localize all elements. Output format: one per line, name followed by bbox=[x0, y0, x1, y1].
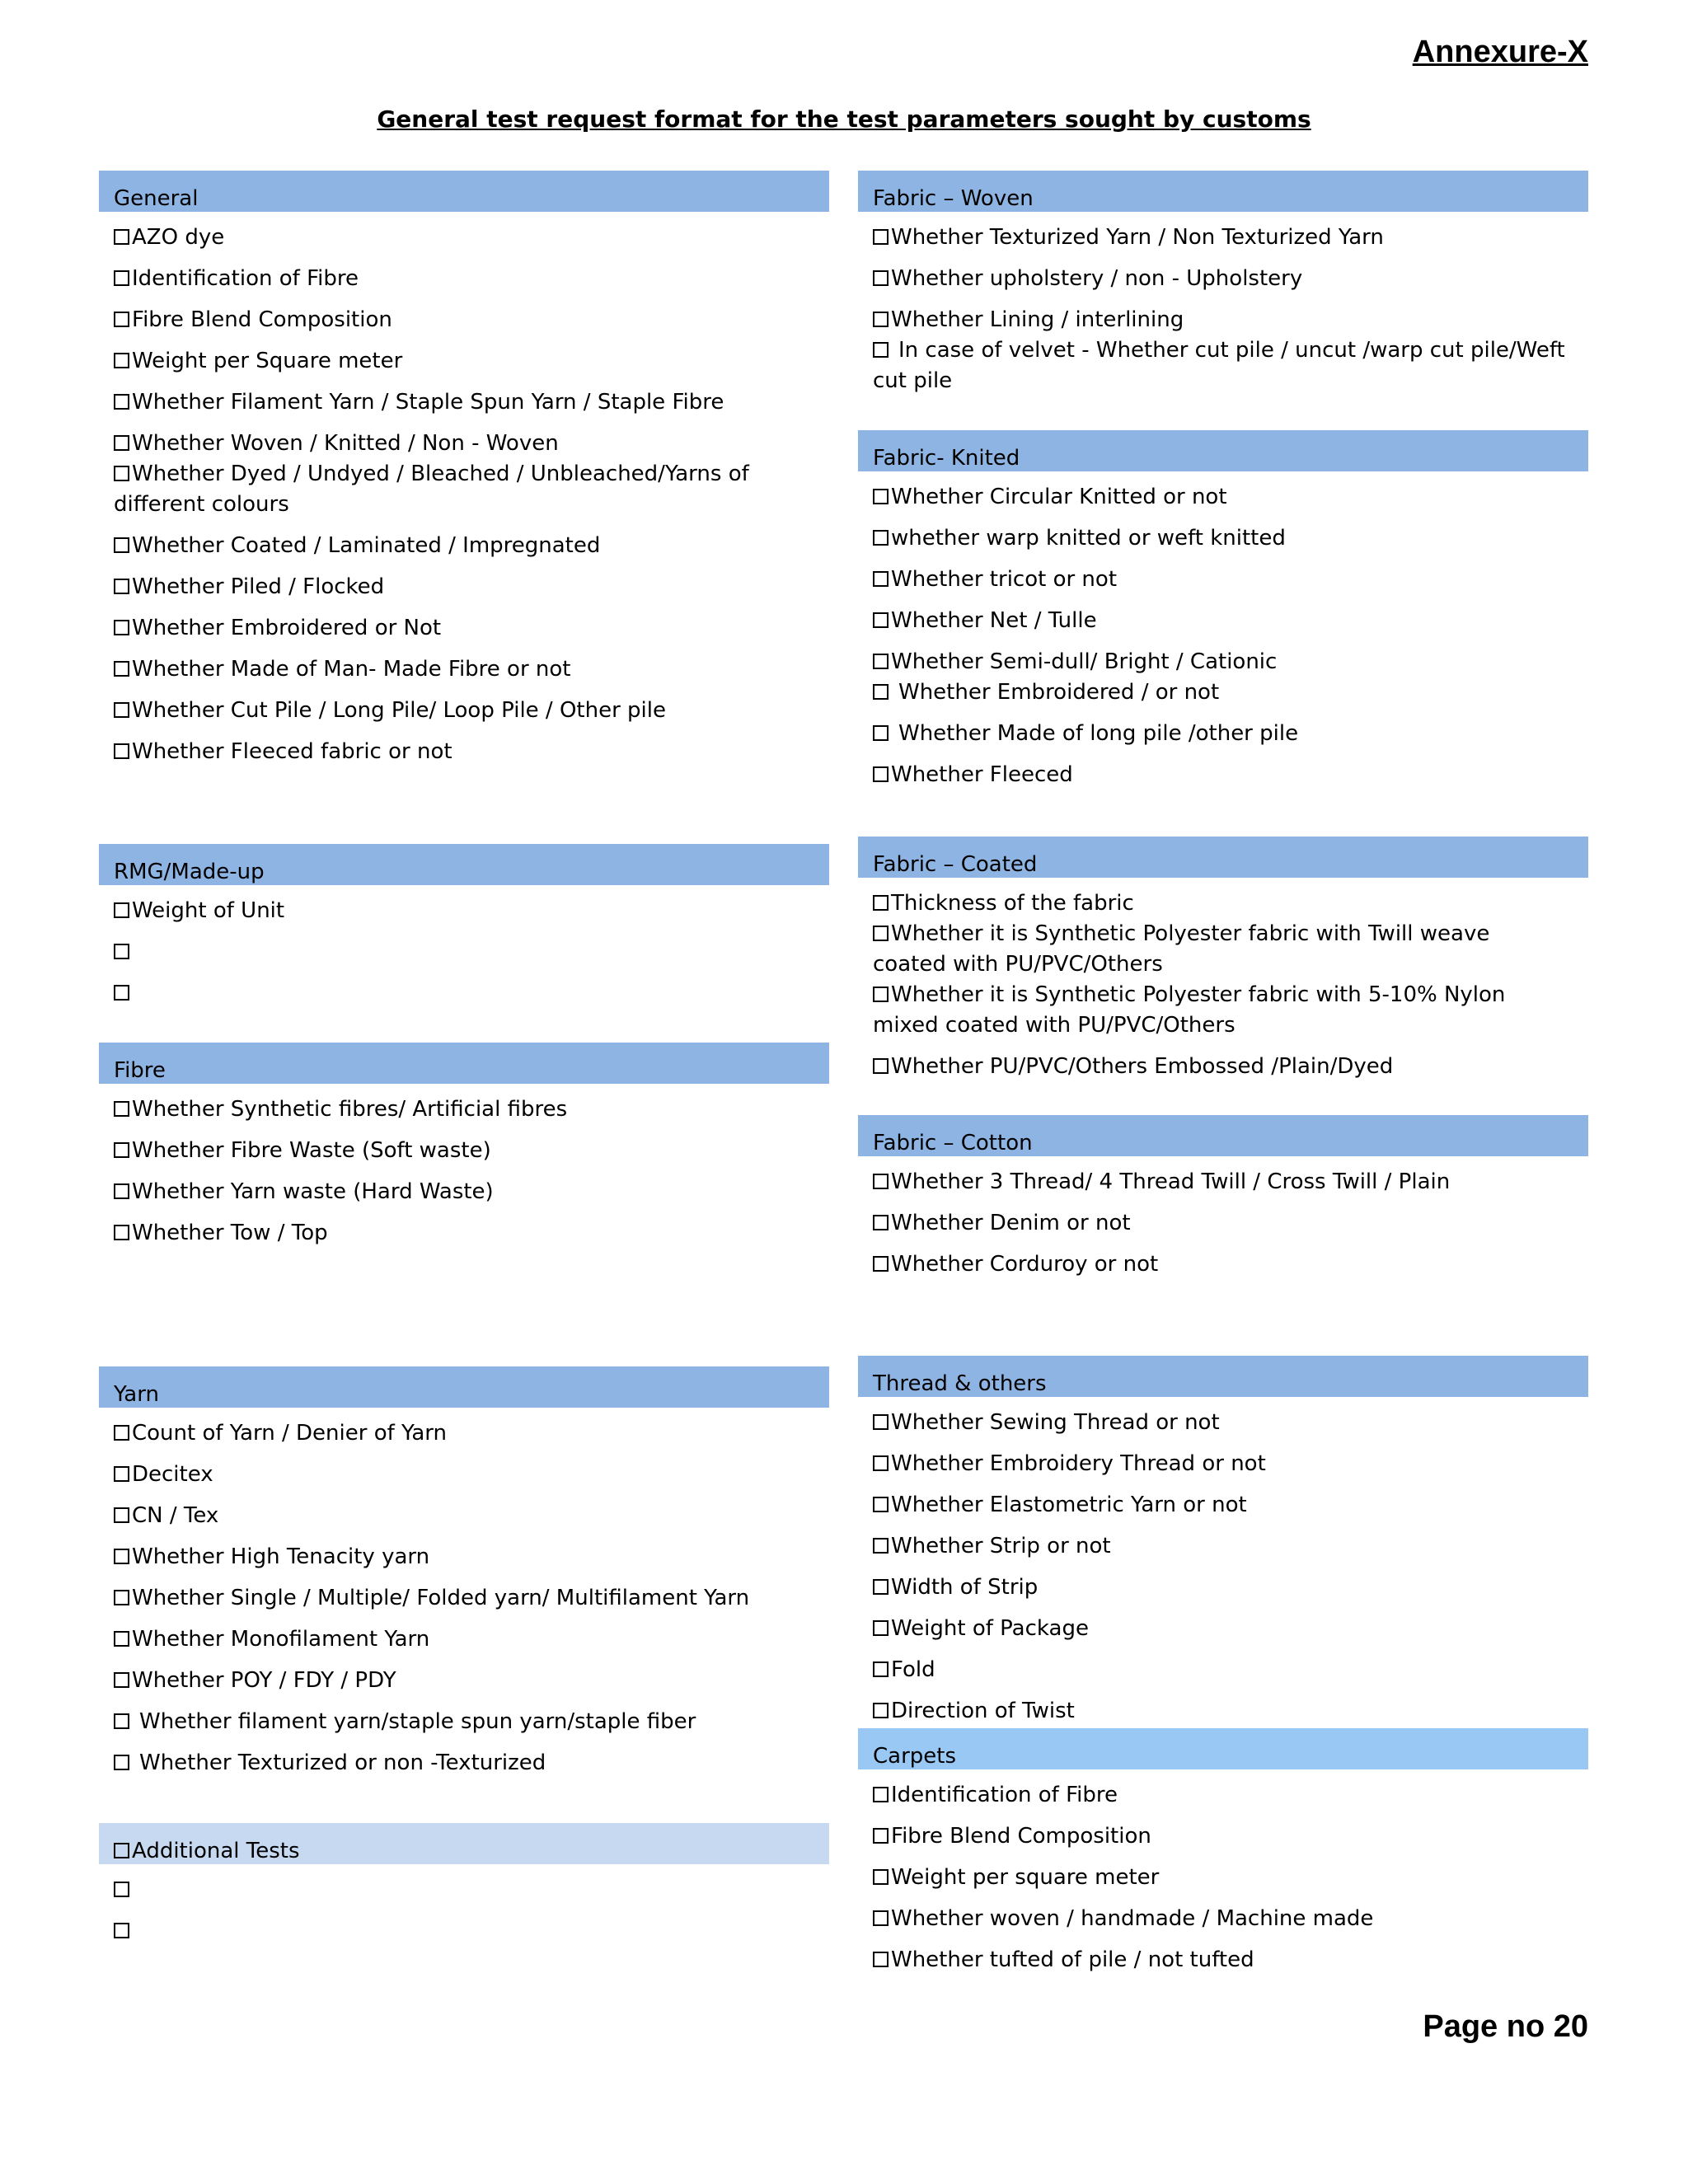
checkbox[interactable] bbox=[114, 1923, 129, 1938]
checkbox[interactable] bbox=[114, 1882, 129, 1897]
checkbox[interactable] bbox=[114, 1425, 129, 1441]
checkbox-item[interactable] bbox=[873, 335, 1588, 396]
checkbox-label: Whether Texturized Yarn / Non Texturized Yarn bbox=[891, 225, 1384, 250]
checkbox-label: Whether it is Synthetic Polyester fabric with 5-10% Nylon mixed coated with PU/PVC/Others bbox=[873, 982, 1506, 1038]
page-title: General test request format for the test parameters sought by customs bbox=[377, 105, 1311, 133]
checkbox-label: Whether Tow / Top bbox=[132, 1221, 328, 1245]
checkbox-item[interactable] bbox=[873, 1572, 1588, 1603]
checkbox[interactable] bbox=[114, 394, 129, 410]
checkbox-label: Weight of Package bbox=[891, 1616, 1089, 1641]
checkbox-item[interactable] bbox=[114, 613, 829, 644]
section-header-yarn: Yarn bbox=[99, 1366, 829, 1408]
section-header-label: Additional Tests bbox=[132, 1839, 300, 1863]
checkbox-label: Fibre Blend Composition bbox=[132, 307, 392, 332]
checkbox[interactable] bbox=[873, 684, 889, 700]
checkbox[interactable] bbox=[114, 229, 129, 245]
checkbox[interactable] bbox=[873, 1215, 889, 1230]
section-fabric-coated bbox=[858, 837, 1588, 1082]
checkbox-label: Whether Made of Man- Made Fibre or not bbox=[132, 657, 571, 682]
section-header-coated: Fabric – Coated bbox=[858, 837, 1588, 878]
checkbox[interactable] bbox=[114, 1142, 129, 1158]
checkbox[interactable] bbox=[114, 1101, 129, 1117]
checkbox-label: Identification of Fibre bbox=[132, 266, 359, 291]
checkbox[interactable] bbox=[873, 1869, 889, 1885]
checkbox-item[interactable] bbox=[873, 223, 1588, 253]
checkbox-label: Fibre Blend Composition bbox=[891, 1824, 1151, 1849]
checkbox[interactable] bbox=[873, 571, 889, 587]
checkbox-item[interactable] bbox=[873, 760, 1588, 790]
checkbox[interactable] bbox=[114, 1549, 129, 1564]
checkbox[interactable] bbox=[114, 270, 129, 286]
checkbox[interactable] bbox=[114, 743, 129, 759]
checkbox[interactable] bbox=[114, 353, 129, 368]
checkbox[interactable] bbox=[114, 620, 129, 635]
checkbox[interactable] bbox=[114, 1466, 129, 1482]
checkbox-label: CN / Tex bbox=[132, 1503, 219, 1528]
checkbox[interactable] bbox=[873, 1455, 889, 1471]
checkbox[interactable] bbox=[873, 987, 889, 1002]
checkbox-item[interactable] bbox=[114, 264, 829, 294]
checkbox-item[interactable] bbox=[873, 1531, 1588, 1562]
checkbox-item[interactable] bbox=[114, 223, 829, 253]
checkbox-label: Whether Monofilament Yarn bbox=[132, 1627, 430, 1652]
checkbox-item[interactable] bbox=[873, 1696, 1588, 1727]
checkbox[interactable] bbox=[114, 312, 129, 327]
annexure-label: Annexure-X bbox=[1412, 35, 1588, 69]
checkbox-label: Whether Lining / interlining bbox=[891, 307, 1184, 332]
checkbox-label: Whether POY / FDY / PDY bbox=[132, 1668, 396, 1693]
checkbox-label: Whether Net / Tulle bbox=[891, 608, 1097, 633]
checkbox[interactable] bbox=[114, 1672, 129, 1688]
checkbox-label: Whether woven / handmade / Machine made bbox=[891, 1906, 1374, 1931]
checkbox[interactable] bbox=[114, 702, 129, 718]
checkbox[interactable] bbox=[873, 1579, 889, 1595]
checkbox-label: Whether Embroidered / or not bbox=[898, 680, 1220, 705]
checkbox-item[interactable] bbox=[873, 1614, 1588, 1644]
checkbox[interactable] bbox=[114, 579, 129, 594]
checkbox[interactable] bbox=[873, 926, 889, 941]
checkbox[interactable] bbox=[114, 661, 129, 677]
checkbox-item[interactable] bbox=[114, 531, 829, 561]
checkbox-label: Whether Semi-dull/ Bright / Cationic bbox=[891, 649, 1278, 674]
checkbox-label: Whether Embroidered or Not bbox=[132, 616, 442, 640]
checkbox[interactable] bbox=[114, 1631, 129, 1647]
checkbox-label: Fold bbox=[891, 1657, 935, 1682]
checkbox-label: Whether Coated / Laminated / Impregnated bbox=[132, 533, 601, 558]
checkbox-label: Weight per Square meter bbox=[132, 349, 403, 373]
section-header-carpets: Carpets bbox=[858, 1728, 1588, 1769]
checkbox-item[interactable] bbox=[873, 1408, 1588, 1438]
checkbox-label: Whether PU/PVC/Others Embossed /Plain/Dyed bbox=[891, 1054, 1394, 1079]
checkbox[interactable] bbox=[873, 1538, 889, 1554]
checkbox[interactable] bbox=[114, 985, 129, 1001]
checkbox-label: Whether Filament Yarn / Staple Spun Yarn / Staple Fibre bbox=[132, 390, 724, 415]
checkbox-label: Whether Texturized or non -Texturized bbox=[139, 1750, 546, 1775]
checkbox-item[interactable] bbox=[114, 1460, 829, 1490]
checkbox-item[interactable] bbox=[873, 919, 1588, 980]
checkbox-label: Decitex bbox=[132, 1462, 213, 1487]
checkbox-item[interactable] bbox=[114, 1501, 829, 1531]
checkbox-label: Whether Fleeced fabric or not bbox=[132, 739, 452, 764]
checkbox[interactable] bbox=[873, 895, 889, 911]
checkbox-label: Whether Denim or not bbox=[891, 1211, 1131, 1235]
checkbox-item[interactable] bbox=[114, 737, 829, 767]
checkbox[interactable] bbox=[873, 312, 889, 327]
checkbox-item[interactable] bbox=[873, 1052, 1588, 1082]
checkbox-item[interactable] bbox=[873, 1945, 1588, 1975]
checkbox-item[interactable] bbox=[114, 1177, 829, 1207]
checkbox[interactable] bbox=[873, 1703, 889, 1718]
section-header-cotton: Fabric – Cotton bbox=[858, 1115, 1588, 1156]
checkbox-item[interactable] bbox=[114, 978, 829, 1009]
checkbox-item[interactable] bbox=[873, 677, 1588, 708]
checkbox-item[interactable] bbox=[873, 264, 1588, 294]
checkbox-label: Weight per square meter bbox=[891, 1865, 1160, 1890]
checkbox-item[interactable] bbox=[114, 696, 829, 726]
section-header-rmg: RMG/Made-up bbox=[99, 844, 829, 885]
checkbox-item[interactable] bbox=[114, 1094, 829, 1125]
checkbox-item[interactable] bbox=[114, 1542, 829, 1572]
checkbox-item[interactable] bbox=[114, 1624, 829, 1655]
checkbox-label: Whether Fleeced bbox=[891, 762, 1073, 787]
checkbox-item[interactable] bbox=[873, 980, 1588, 1041]
section-thread-others bbox=[858, 1356, 1588, 1727]
checkbox-item[interactable] bbox=[873, 1208, 1588, 1239]
checkbox[interactable] bbox=[873, 725, 889, 741]
checkbox-item[interactable] bbox=[873, 719, 1588, 749]
checkbox-label: Whether upholstery / non - Upholstery bbox=[891, 266, 1303, 291]
checkbox-label: Whether Made of long pile /other pile bbox=[898, 721, 1299, 746]
checkbox[interactable] bbox=[873, 1497, 889, 1512]
checkbox-label: Whether it is Synthetic Polyester fabric with Twill weave coated with PU/PVC/Others bbox=[873, 921, 1490, 977]
section-header-woven: Fabric – Woven bbox=[858, 171, 1588, 212]
checkbox-item[interactable] bbox=[114, 1666, 829, 1696]
checkbox-item[interactable] bbox=[114, 387, 829, 418]
checkbox-item[interactable] bbox=[114, 1583, 829, 1614]
checkbox-item[interactable] bbox=[114, 654, 829, 685]
checkbox[interactable] bbox=[873, 766, 889, 782]
checkbox-label: Thickness of the fabric bbox=[891, 891, 1134, 916]
section-header-knited: Fabric- Knited bbox=[858, 430, 1588, 471]
checkbox[interactable] bbox=[873, 1910, 889, 1926]
checkbox-label: Whether tufted of pile / not tufted bbox=[891, 1947, 1254, 1972]
checkbox-item[interactable] bbox=[873, 1167, 1588, 1197]
checkbox-label: whether warp knitted or weft knitted bbox=[891, 526, 1286, 551]
checkbox-item[interactable] bbox=[873, 1249, 1588, 1280]
checkbox-label: Whether filament yarn/staple spun yarn/staple fiber bbox=[139, 1709, 696, 1734]
checkbox[interactable] bbox=[873, 342, 889, 358]
checkbox-label: Whether Corduroy or not bbox=[891, 1252, 1159, 1277]
checkbox-label: Whether Strip or not bbox=[891, 1534, 1111, 1558]
checkbox-item[interactable] bbox=[873, 1655, 1588, 1685]
checkbox[interactable] bbox=[114, 537, 129, 553]
section-header-fibre: Fibre bbox=[99, 1043, 829, 1084]
checkbox-item[interactable] bbox=[114, 459, 829, 520]
checkbox-item[interactable] bbox=[873, 482, 1588, 513]
checkbox[interactable] bbox=[873, 1952, 889, 1967]
checkbox-label: Weight of Unit bbox=[132, 898, 285, 923]
checkbox-item[interactable] bbox=[873, 1780, 1588, 1811]
checkbox-label: Whether High Tenacity yarn bbox=[132, 1544, 430, 1569]
checkbox-item[interactable] bbox=[114, 896, 829, 926]
checkbox-item[interactable] bbox=[873, 1821, 1588, 1852]
checkbox-item[interactable] bbox=[873, 1904, 1588, 1934]
checkbox-label: Whether Dyed / Undyed / Bleached / Unbleached/Yarns of different colours bbox=[114, 462, 749, 517]
checkbox-label: Whether Sewing Thread or not bbox=[891, 1410, 1220, 1435]
checkbox[interactable] bbox=[114, 1590, 129, 1605]
checkbox[interactable] bbox=[114, 1225, 129, 1240]
checkbox-item[interactable] bbox=[873, 523, 1588, 554]
checkbox-item[interactable] bbox=[114, 1136, 829, 1166]
checkbox[interactable] bbox=[873, 489, 889, 504]
checkbox[interactable] bbox=[114, 944, 129, 959]
checkbox[interactable] bbox=[873, 612, 889, 628]
checkbox[interactable] bbox=[873, 229, 889, 245]
checkbox[interactable] bbox=[873, 1256, 889, 1272]
checkbox[interactable] bbox=[873, 1828, 889, 1844]
checkbox-label: Whether Cut Pile / Long Pile/ Loop Pile / Other pile bbox=[132, 698, 666, 723]
checkbox[interactable] bbox=[873, 1620, 889, 1636]
checkbox-item[interactable] bbox=[873, 565, 1588, 595]
checkbox-label: Count of Yarn / Denier of Yarn bbox=[132, 1421, 447, 1446]
checkbox-item[interactable] bbox=[873, 1490, 1588, 1521]
checkbox[interactable] bbox=[114, 1183, 129, 1199]
checkbox-label: Width of Strip bbox=[891, 1575, 1039, 1600]
section-fabric-cotton bbox=[858, 1115, 1588, 1280]
checkbox-item[interactable] bbox=[114, 1707, 829, 1737]
section-additional-tests bbox=[99, 1823, 829, 1947]
checkbox[interactable] bbox=[114, 1755, 129, 1770]
checkbox-item[interactable] bbox=[114, 937, 829, 968]
checkbox-label: Whether Circular Knitted or not bbox=[891, 485, 1227, 509]
section-fabric-woven bbox=[858, 171, 1588, 396]
checkbox-item[interactable] bbox=[114, 1916, 829, 1947]
checkbox-label: Identification of Fibre bbox=[891, 1783, 1118, 1807]
checkbox-item[interactable] bbox=[873, 888, 1588, 919]
section-carpets bbox=[858, 1728, 1588, 1975]
page-number: Page no 20 bbox=[1423, 2009, 1588, 2044]
checkbox[interactable] bbox=[114, 1713, 129, 1729]
section-general bbox=[99, 171, 829, 767]
section-fabric-knited bbox=[858, 430, 1588, 790]
checkbox[interactable] bbox=[873, 1414, 889, 1430]
checkbox-label: Whether Piled / Flocked bbox=[132, 574, 385, 599]
checkbox[interactable] bbox=[114, 466, 129, 481]
checkbox-label: Whether Single / Multiple/ Folded yarn/ Multifilament Yarn bbox=[132, 1586, 750, 1610]
checkbox-label: Whether Embroidery Thread or not bbox=[891, 1451, 1266, 1476]
checkbox-label: Whether tricot or not bbox=[891, 567, 1118, 592]
section-header-general: General bbox=[99, 171, 829, 212]
checkbox[interactable] bbox=[114, 1843, 129, 1858]
checkbox[interactable] bbox=[114, 902, 129, 918]
checkbox-item[interactable] bbox=[873, 647, 1588, 677]
checkbox[interactable] bbox=[114, 1507, 129, 1523]
checkbox-item[interactable] bbox=[114, 1418, 829, 1449]
section-yarn bbox=[99, 1366, 829, 1779]
checkbox[interactable] bbox=[873, 654, 889, 669]
checkbox[interactable] bbox=[873, 1661, 889, 1677]
section-fibre bbox=[99, 1043, 829, 1249]
checkbox-item[interactable] bbox=[114, 1875, 829, 1905]
checkbox-item[interactable] bbox=[873, 1449, 1588, 1479]
checkbox-item[interactable] bbox=[114, 572, 829, 602]
checkbox-label: Whether Synthetic fibres/ Artificial fibres bbox=[132, 1097, 568, 1122]
checkbox-label: Whether Fibre Waste (Soft waste) bbox=[132, 1138, 491, 1163]
checkbox-item[interactable] bbox=[114, 1218, 829, 1249]
section-header-additional[interactable] bbox=[99, 1823, 829, 1864]
checkbox-label: AZO dye bbox=[132, 225, 225, 250]
checkbox[interactable] bbox=[873, 1787, 889, 1802]
checkbox-label: Whether 3 Thread/ 4 Thread Twill / Cross Twill / Plain bbox=[891, 1169, 1451, 1194]
section-header-thread: Thread & others bbox=[858, 1356, 1588, 1397]
checkbox-item[interactable] bbox=[114, 1748, 829, 1779]
checkbox-item[interactable] bbox=[873, 1863, 1588, 1893]
checkbox-item[interactable] bbox=[114, 305, 829, 335]
section-rmg-madeup bbox=[99, 844, 829, 1009]
checkbox-item[interactable] bbox=[114, 429, 829, 459]
checkbox[interactable] bbox=[873, 1058, 889, 1074]
checkbox-item[interactable] bbox=[873, 305, 1588, 335]
checkbox-label: Direction of Twist bbox=[891, 1699, 1075, 1723]
checkbox[interactable] bbox=[873, 1174, 889, 1189]
checkbox[interactable] bbox=[873, 530, 889, 546]
checkbox[interactable] bbox=[873, 270, 889, 286]
checkbox-item[interactable] bbox=[873, 606, 1588, 636]
checkbox-label: Whether Elastometric Yarn or not bbox=[891, 1493, 1247, 1517]
checkbox-item[interactable] bbox=[114, 346, 829, 377]
checkbox[interactable] bbox=[114, 435, 129, 451]
checkbox-label: Whether Woven / Knitted / Non - Woven bbox=[132, 431, 559, 456]
checkbox-label: Whether Yarn waste (Hard Waste) bbox=[132, 1179, 494, 1204]
checkbox-label: In case of velvet - Whether cut pile / uncut /warp cut pile/Weft cut pile bbox=[873, 338, 1565, 393]
